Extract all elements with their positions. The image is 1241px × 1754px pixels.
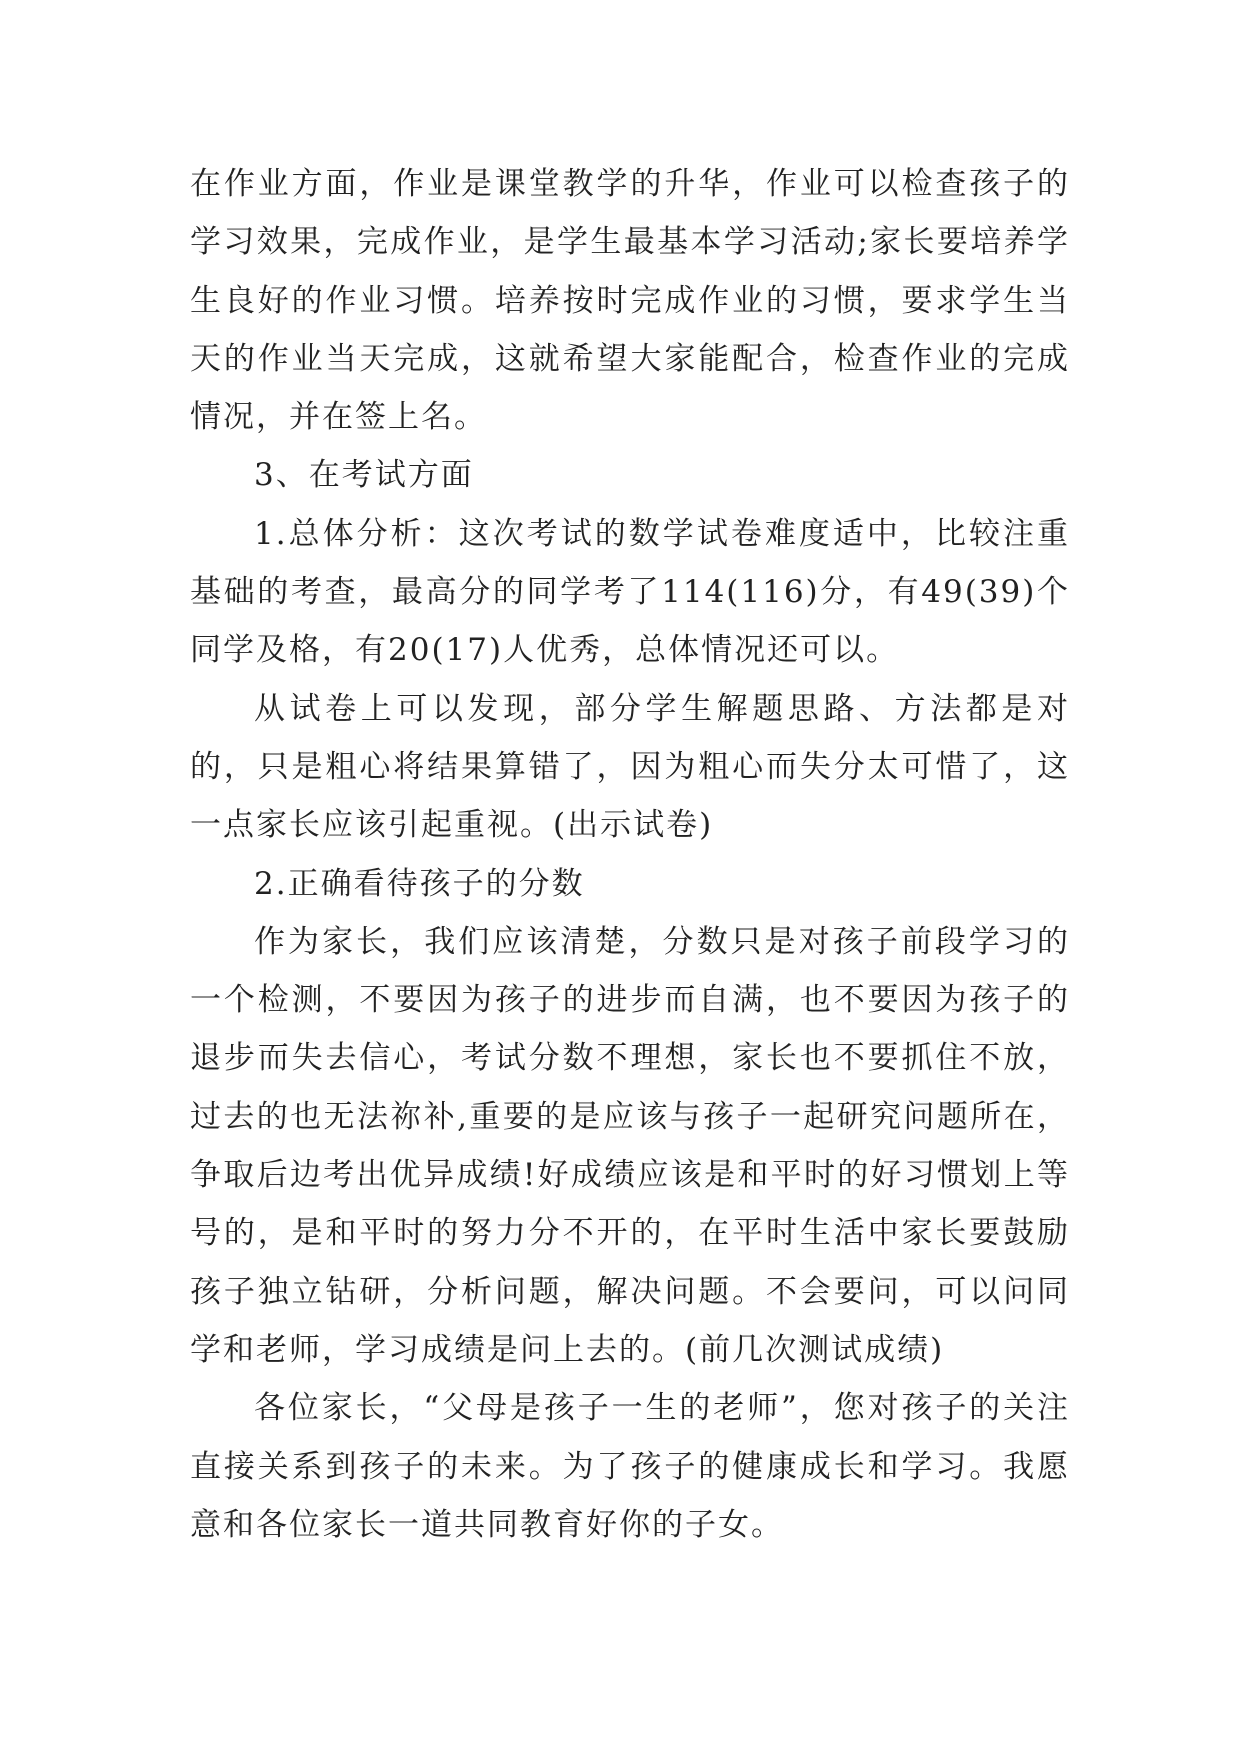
paragraph-homework: 在作业方面，作业是课堂教学的升华，作业可以检查孩子的学习效果，完成作业，是学生最基本学习活动;家长要培养学生良好的作业习惯。培养按时完成作业的习惯，要求学生当天的作业当天完成，这就希望大家能配合，检查作业的完成情况，并在签上名。 bbox=[190, 166, 1070, 436]
paragraph-overall-analysis: 1.总体分析：这次考试的数学试卷难度适中，比较注重基础的考查，最高分的同学考了114(116)分，有49(39)个同学及格，有20(17)人优秀，总体情况还可以。 bbox=[190, 515, 1070, 669]
heading-exam-section: 3、在考试方面 bbox=[254, 457, 474, 494]
document-body bbox=[190, 155, 1070, 1554]
paragraph-parents-scores: 作为家长，我们应该清楚，分数只是对孩子前段学习的一个检测，不要因为孩子的进步而自满，也不要因为孩子的退步而失去信心，考试分数不理想，家长也不要抓住不放，过去的也无法祢补,重要的是应该与孩子一起研究问题所在，争取后边考出优异成绩!好成绩应该是和平时的好习惯划上等号的，是和平时的努力分不开的，在平时生活中家长要鼓励孩子独立钻研，分析问题，解决问题。不会要问，可以问同学和老师，学习成绩是问上去的。(前几次测试成绩) bbox=[190, 923, 1070, 1368]
heading-view-scores: 2.正确看待孩子的分数 bbox=[254, 865, 585, 902]
paragraph-test-paper: 从试卷上可以发现，部分学生解题思路、方法都是对的，只是粗心将结果算错了，因为粗心而失分太可惜了，这一点家长应该引起重视。(出示试卷) bbox=[190, 690, 1070, 844]
paragraph-closing: 各位家长，“父母是孩子一生的老师”，您对孩子的关注直接关系到孩子的未来。为了孩子的健康成长和学习。我愿意和各位家长一道共同教育好你的子女。 bbox=[190, 1390, 1070, 1543]
